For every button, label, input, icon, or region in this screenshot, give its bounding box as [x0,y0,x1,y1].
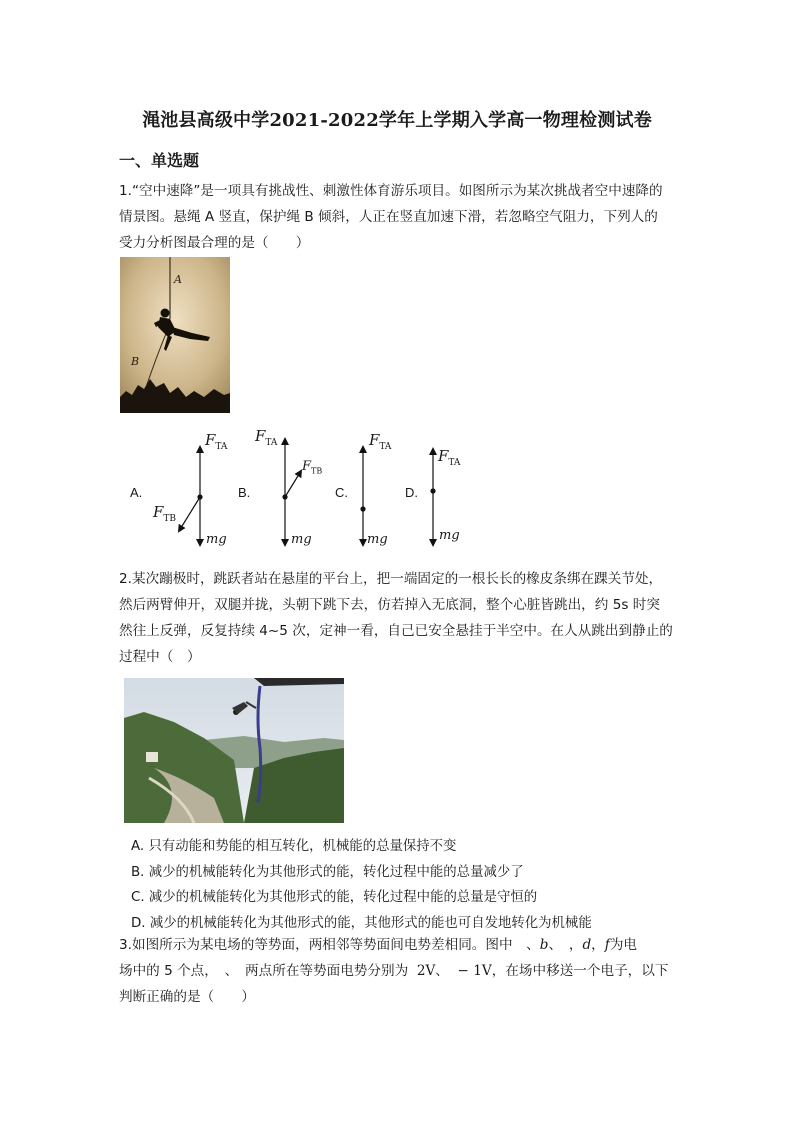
option-a-ftb-label: $F_{TB}$ [153,503,177,524]
option-c-diagram [360,447,365,545]
force-diagram-options [127,425,487,555]
option-a-diagram [179,447,203,545]
q2-line-4: 过程中（ ） [119,649,201,665]
q3-line-1: 3.如图所示为某电场的等势面，两相邻等势面间电势差相同。图中 、b、 ，d，f为电 [119,937,637,953]
q2-choice-c[interactable]: C. 减少的机械能转化为其他形式的能，转化过程中能的总量是守恒的 [131,890,538,905]
q2-choice-d[interactable]: D. 减少的机械能转化为其他形式的能，其他形式的能也可自发地转化为机械能 [131,915,592,931]
q3-line-3: 判断正确的是（ ） [119,989,255,1005]
exam-title: 渑池县高级中学2021-2022学年上学期入学高一物理检测试卷 [142,110,652,131]
q2-choice-b[interactable]: B. 减少的机械能转化为其他形式的能，转化过程中能的总量减少了 [131,864,524,880]
option-b-letter[interactable]: B. [238,485,251,500]
option-b-fta-label: $F_{TA}$ [255,427,278,448]
option-d-fta-label: $F_{TA}$ [438,447,461,468]
option-c-letter[interactable]: C. [335,485,348,500]
section-heading: 一、单选题 [119,151,200,170]
bungee-photo [124,678,344,823]
question-2-text [119,566,679,670]
abseil-photo [120,257,230,413]
photo-label-b: B [131,355,140,368]
option-d-diagram [430,449,435,545]
q1-line-2: 情景图。悬绳 A 竖直，保护绳 B 倾斜，人正在竖直加速下滑，若忽略空气阻力，下列人的 [119,209,658,225]
option-c-fta-label: $F_{TA}$ [369,431,392,452]
q2-choice-a[interactable]: A. 只有动能和势能的相互转化，机械能的总量保持不变 [131,839,457,854]
option-a-mg-label: mg [206,532,227,547]
question-3-text [119,932,679,1010]
option-d-mg-label: mg [439,528,460,543]
option-a-fta-label: $F_{TA}$ [205,431,228,452]
q1-line-3: 受力分析图最合理的是（ ） [119,235,310,251]
option-d-letter[interactable]: D. [405,485,418,500]
option-b-diagram [282,439,301,545]
q3-line-2: 场中的 5 个点， 、 两点所在等势面电势分别为 2V、 − 1V，在场中移送一个电子，以下 [119,963,669,979]
option-c-mg-label: mg [367,532,388,547]
option-b-mg-label: mg [291,532,312,547]
option-a-letter[interactable]: A. [130,485,143,500]
q2-line-1: 2.某次蹦极时，跳跃者站在悬崖的平台上，把一端固定的一根长长的橡皮条绑在踝关节处， [119,571,663,587]
question-1-text [119,178,679,256]
q2-choices [131,834,691,936]
photo-label-a: A [174,273,182,286]
q2-line-3: 然往上反弹，反复持续 4~5 次，定神一看，自己已安全悬挂于半空中。在人从跳出到静止的 [119,623,673,639]
option-b-ftb-label: $F_{TB}$ [302,459,323,476]
q1-line-1: 1.“空中速降”是一项具有挑战性、刺激性体育游乐项目。如图所示为某次挑战者空中速降的 [119,183,663,199]
q2-line-2: 然后两臂伸开，双腿并拢，头朝下跳下去，仿若掉入无底洞，整个心脏皆跳出，约 5s 时突 [119,597,660,613]
